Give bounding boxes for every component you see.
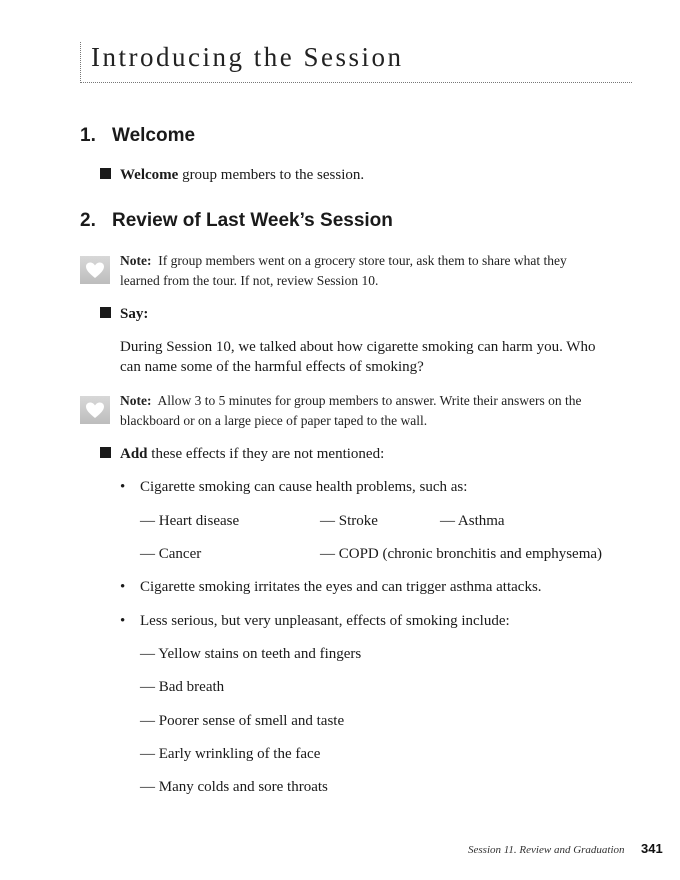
note-grocery-tour bbox=[120, 251, 620, 291]
dash-item: — Many colds and sore throats bbox=[140, 779, 328, 795]
dash-item: — COPD (chronic bronchitis and emphysema) bbox=[320, 546, 603, 562]
dash-item: — Cancer bbox=[140, 546, 202, 562]
note-text: Allow 3 to 5 minutes for group members to answer. Write their answers on the bbox=[157, 393, 582, 408]
note-text: If group members went on a grocery store tour, ask them to share what they bbox=[158, 253, 567, 268]
heart-icon bbox=[80, 396, 110, 424]
page-number: 341 bbox=[641, 841, 663, 856]
dash-item: — Heart disease bbox=[140, 513, 240, 529]
square-bullet-icon bbox=[100, 168, 111, 179]
bullet-text: Cigarette smoking can cause health problems, such as: bbox=[140, 479, 468, 495]
item-bold: Welcome bbox=[120, 167, 179, 183]
dash-item: — Stroke bbox=[320, 513, 378, 529]
footer-session-title: Session 11. Review and Graduation bbox=[468, 844, 625, 856]
page-title: Introducing the Session bbox=[91, 42, 404, 72]
bullet-text: Less serious, but very unpleasant, effects of smoking include: bbox=[140, 613, 510, 629]
section-number: 2. bbox=[80, 210, 96, 231]
bullet-item bbox=[120, 577, 542, 597]
dash-item: — Bad breath bbox=[140, 679, 225, 695]
bullet-text: Cigarette smoking irritates the eyes and can trigger asthma attacks. bbox=[140, 579, 542, 595]
note-line bbox=[120, 251, 620, 271]
note-label: Note: bbox=[120, 393, 152, 408]
section-welcome-heading bbox=[80, 125, 195, 147]
note-line bbox=[120, 391, 620, 411]
bullet-dot-icon: • bbox=[120, 579, 126, 595]
item-bold: Add bbox=[120, 446, 148, 462]
bullet-dot-icon: • bbox=[120, 613, 126, 629]
bullet-item bbox=[120, 611, 510, 631]
say-item bbox=[100, 304, 148, 324]
bullet-dot-icon: • bbox=[120, 479, 126, 495]
dash-item: — Asthma bbox=[440, 513, 505, 529]
section-title: Welcome bbox=[112, 125, 196, 146]
item-bold: Say: bbox=[120, 306, 149, 322]
para-line: can name some of the harmful effects of smoking? bbox=[120, 359, 424, 375]
dash-item: — Early wrinkling of the face bbox=[140, 746, 321, 762]
item-text: these effects if they are not mentioned: bbox=[147, 446, 385, 462]
dash-item: — Poorer sense of smell and taste bbox=[140, 713, 345, 729]
dash-item: — Yellow stains on teeth and fingers bbox=[140, 646, 362, 662]
square-bullet-icon bbox=[100, 447, 111, 458]
note-allow-time bbox=[120, 391, 620, 431]
note-line: learned from the tour. If not, review Session 10. bbox=[120, 273, 379, 288]
section-number: 1. bbox=[80, 125, 96, 146]
section-review-heading bbox=[80, 210, 393, 232]
square-bullet-icon bbox=[100, 307, 111, 318]
bullet-item bbox=[120, 477, 467, 497]
welcome-item bbox=[100, 165, 364, 185]
item-text: group members to the session. bbox=[178, 167, 365, 183]
heart-icon bbox=[80, 256, 110, 284]
section-title: Review of Last Week’s Session bbox=[112, 210, 393, 231]
note-line: blackboard or on a large piece of paper taped to the wall. bbox=[120, 413, 428, 428]
note-label: Note: bbox=[120, 253, 152, 268]
add-item bbox=[100, 444, 384, 464]
say-paragraph bbox=[120, 337, 630, 377]
title-frame bbox=[80, 42, 632, 83]
para-line: During Session 10, we talked about how cigarette smoking can harm you. Who bbox=[120, 339, 596, 355]
